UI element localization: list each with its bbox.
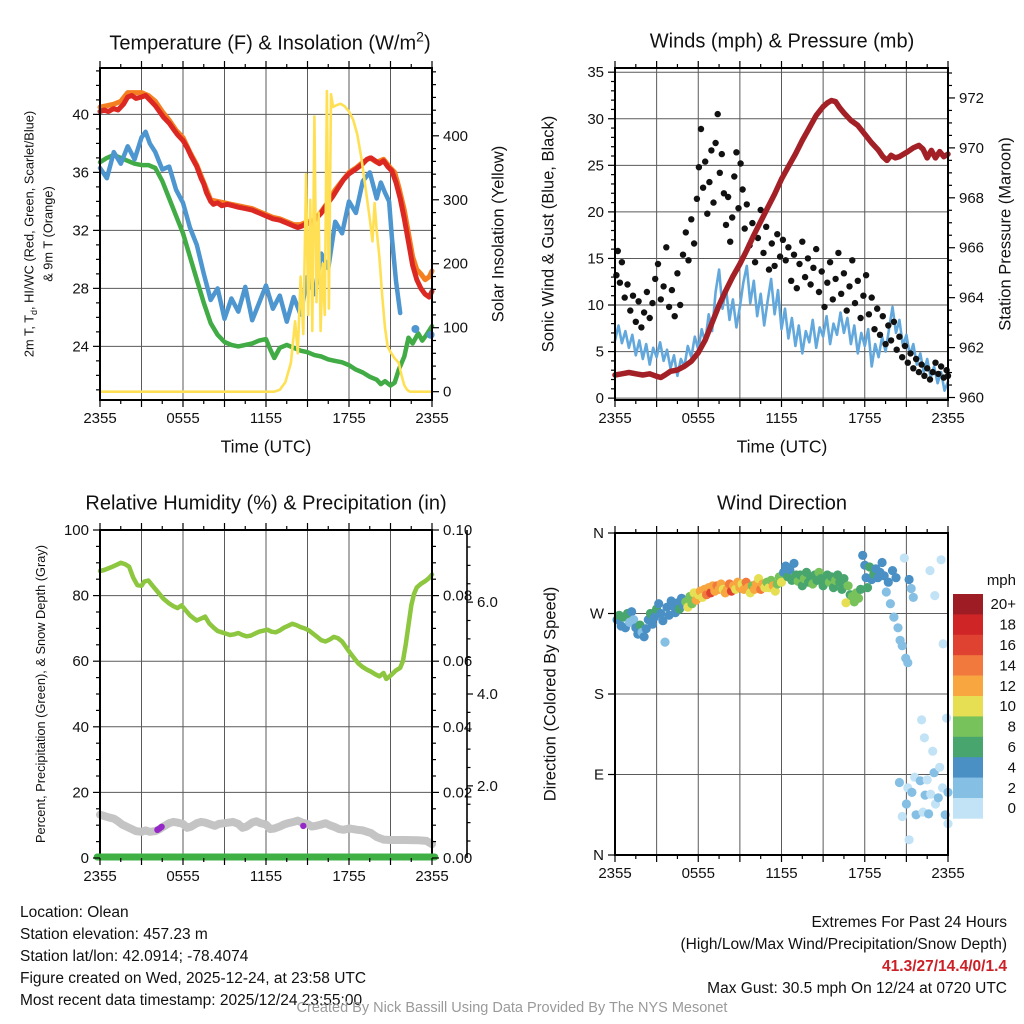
rh-precip-plot [64, 522, 498, 885]
svg-text:20: 20 [587, 203, 604, 221]
svg-text:966: 966 [959, 239, 985, 257]
svg-text:1155: 1155 [249, 410, 283, 427]
svg-text:4.0: 4.0 [477, 686, 498, 703]
chart-title-winds-pressure: Winds (mph) & Pressure (mb) [649, 30, 915, 53]
svg-text:2355: 2355 [83, 410, 117, 427]
yaxis-label-rh-precip: Percent, Precipitation (Green), & Snow Depth (Gray) [33, 544, 49, 844]
svg-text:N: N [593, 525, 604, 542]
svg-text:0: 0 [595, 390, 604, 408]
extremes-subtitle: (High/Low/Max Wind/Precipitation/Snow Depth) [680, 936, 1007, 953]
xaxis-title-temp: Time (UTC) [220, 436, 312, 457]
svg-text:1755: 1755 [332, 410, 366, 427]
svg-text:80: 80 [72, 587, 89, 605]
svg-text:0.08: 0.08 [443, 587, 473, 605]
wind-direction-plot [590, 525, 1016, 882]
svg-text:100: 100 [63, 522, 89, 539]
chart-title-rh-precip: Relative Humidity (%) & Precipitation (in) [85, 492, 447, 515]
svg-text:36: 36 [72, 164, 89, 182]
svg-text:2355: 2355 [931, 410, 965, 427]
title-superscript: 2 [416, 28, 424, 45]
svg-text:S: S [593, 686, 604, 703]
svg-text:40: 40 [72, 718, 89, 736]
svg-text:2: 2 [1007, 779, 1016, 797]
svg-text:6.0: 6.0 [477, 594, 498, 612]
svg-text:960: 960 [959, 389, 985, 407]
station-elevation: Station elevation: 457.23 m [20, 926, 208, 943]
svg-text:1755: 1755 [332, 868, 366, 885]
svg-text:1755: 1755 [848, 865, 882, 882]
winds-pressure-plot [587, 61, 984, 427]
svg-text:25: 25 [587, 157, 604, 175]
svg-text:0.10: 0.10 [443, 522, 473, 539]
svg-text:0555: 0555 [166, 410, 200, 427]
svg-text:0.02: 0.02 [443, 784, 473, 802]
svg-text:2.0: 2.0 [477, 777, 498, 795]
yaxis-label-direction: Direction (Colored By Speed) [541, 586, 560, 802]
svg-text:972: 972 [959, 89, 985, 107]
station-location: Location: Olean [20, 904, 129, 921]
svg-text:E: E [593, 766, 604, 784]
svg-text:0: 0 [80, 850, 89, 867]
svg-text:0555: 0555 [681, 865, 715, 882]
svg-text:2355: 2355 [83, 868, 117, 885]
svg-text:30: 30 [587, 110, 604, 128]
svg-text:2355: 2355 [415, 868, 449, 885]
chart-title-temp-insolation [109, 29, 430, 56]
yaxis-label-wind-gust: Sonic Wind & Gust (Blue, Black) [539, 115, 558, 353]
svg-text:2355: 2355 [931, 865, 965, 882]
svg-text:0: 0 [443, 383, 452, 401]
label-post: , HI/WC (Red, Green, Scarlet/Blue) [21, 110, 37, 310]
yaxis-label-temp-line2: & 9m T (Orange) [40, 186, 56, 282]
title-text: Temperature (F) & Insolation (W/m [109, 32, 417, 55]
max-gust: Max Gust: 30.5 mph On 12/24 at 0720 UTC [707, 980, 1007, 997]
extremes-values: 41.3/27/14.4/0/1.4 [882, 958, 1007, 975]
svg-text:20: 20 [72, 784, 89, 802]
svg-text:14: 14 [999, 657, 1016, 675]
yaxis-label-temp-left [22, 111, 57, 357]
svg-text:0555: 0555 [166, 868, 200, 885]
wind-chill [100, 132, 400, 322]
yaxis-label-pressure: Station Pressure (Maroon) [996, 137, 1015, 331]
label-subscript: d [29, 309, 40, 315]
svg-text:32: 32 [72, 222, 89, 240]
credit-line: Created By Nick Bassill Using Data Provided By The NYS Mesonet [296, 1000, 728, 1016]
svg-text:200: 200 [443, 255, 469, 273]
svg-text:0.06: 0.06 [443, 653, 473, 671]
svg-text:15: 15 [587, 250, 604, 268]
station-info-block [20, 902, 366, 1012]
svg-text:8: 8 [1007, 718, 1016, 736]
svg-text:0.00: 0.00 [443, 850, 473, 867]
svg-text:100: 100 [443, 319, 469, 337]
svg-text:20+: 20+ [990, 596, 1016, 614]
data-timestamp: Most recent data timestamp: 2025/12/24 23:55:00 [20, 992, 363, 1009]
svg-text:2355: 2355 [598, 410, 632, 427]
svg-text:1155: 1155 [249, 868, 283, 885]
svg-text:1755: 1755 [848, 410, 882, 427]
extremes-block [681, 912, 1008, 1000]
svg-text:mph: mph [986, 572, 1016, 589]
svg-text:2355: 2355 [415, 410, 449, 427]
svg-text:0555: 0555 [681, 410, 715, 427]
svg-text:24: 24 [72, 338, 89, 356]
label-pre: 2m T, T [21, 314, 37, 358]
svg-text:10: 10 [999, 698, 1016, 716]
yaxis-label-temp-line1 [22, 111, 41, 357]
svg-text:60: 60 [72, 653, 89, 671]
svg-text:16: 16 [999, 637, 1016, 654]
yaxis-label-insolation: Solar Insolation (Yellow) [489, 145, 508, 323]
svg-text:28: 28 [72, 280, 89, 298]
svg-text:2355: 2355 [598, 865, 632, 882]
svg-text:1155: 1155 [765, 865, 798, 882]
svg-text:6: 6 [1007, 739, 1016, 756]
svg-text:4: 4 [1007, 759, 1016, 777]
svg-text:1155: 1155 [765, 410, 798, 427]
svg-text:300: 300 [443, 191, 469, 209]
figure-created: Figure created on Wed, 2025-12-24, at 23:58 UTC [20, 970, 367, 987]
svg-text:18: 18 [999, 616, 1016, 634]
xaxis-title-winds: Time (UTC) [736, 436, 828, 457]
svg-text:W: W [589, 605, 604, 623]
svg-text:964: 964 [959, 289, 985, 307]
svg-text:400: 400 [443, 127, 469, 145]
temp-insolation-plot [72, 61, 468, 427]
svg-text:35: 35 [587, 64, 604, 82]
svg-text:970: 970 [959, 139, 985, 157]
svg-text:968: 968 [959, 189, 985, 207]
svg-text:5: 5 [595, 343, 604, 361]
svg-text:0: 0 [1007, 800, 1016, 818]
svg-text:12: 12 [999, 677, 1016, 695]
station-latlon: Station lat/lon: 42.0914; -78.4074 [20, 948, 249, 965]
svg-text:10: 10 [587, 297, 604, 315]
svg-text:962: 962 [959, 339, 985, 357]
extremes-title: Extremes For Past 24 Hours [811, 914, 1007, 931]
svg-text:40: 40 [72, 106, 89, 124]
svg-text:0.04: 0.04 [443, 718, 473, 736]
svg-text:N: N [593, 847, 604, 864]
chart-title-wind-direction: Wind Direction [716, 492, 848, 515]
title-text-end: ) [423, 32, 431, 55]
